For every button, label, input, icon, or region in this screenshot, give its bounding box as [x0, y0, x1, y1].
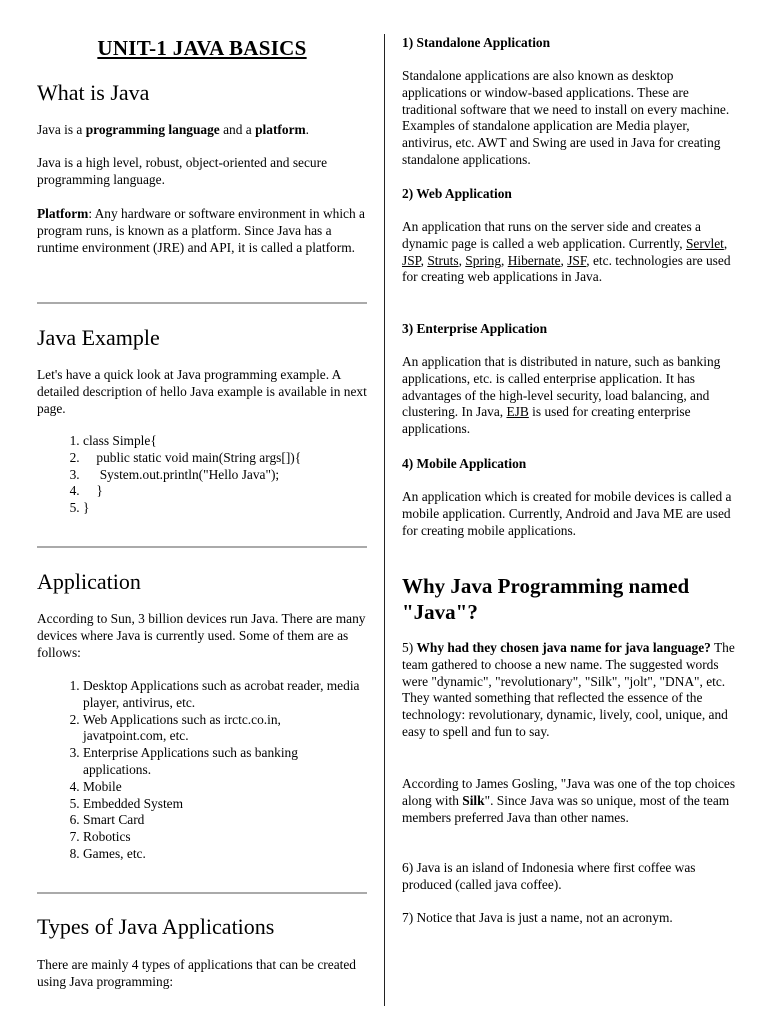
list-item: 7. Robotics — [83, 829, 367, 846]
link-servlet[interactable]: Servlet — [685, 235, 724, 251]
link-jsp[interactable]: JSP — [402, 252, 421, 268]
why-p7: 7) Notice that Java is just a name, not an acronym. — [402, 910, 673, 925]
list-item: 1. Desktop Applications such as acrobat reader, media player, antivirus, etc. — [83, 678, 367, 712]
code-line: 1. class Simple{ — [83, 433, 367, 450]
web-p: An application that runs on the server side and creates a dynamic page is called a web application. Currently, Servlet, JSP, Struts, Spring, Hibernate, JSF, etc. technologies are used for creating web applications in Java. — [402, 219, 731, 285]
link-hibernate[interactable]: Hibernate — [507, 252, 561, 268]
list-item: 3. Enterprise Applications such as banking applications. — [83, 745, 367, 779]
heading-enterprise-application: 3) Enterprise Application — [402, 321, 548, 336]
what-is-java-p1: Java is a programming language and a platform. — [37, 122, 310, 137]
application-p1: According to Sun, 3 billion devices run Java. There are many devices where Java is currently used. Some of them are as follows: — [37, 611, 366, 660]
link-ejb[interactable]: EJB — [506, 404, 529, 420]
why-p-gosling: According to James Gosling, "Java was one of the top choices along with Silk". Since Java was so unique, most of the team members preferred Java than other names. — [402, 776, 736, 825]
what-is-java-p3: Platform: Any hardware or software environment in which a program runs, is known as a platform. Since Java has a runtime environment (JRE) and API, it is called a platform. — [37, 206, 365, 255]
list-item: 5. Embedded System — [83, 796, 367, 813]
heading-standalone-application: 1) Standalone Application — [402, 35, 551, 50]
what-is-java-p2: Java is a high level, robust, object-oriented and secure programming language. — [37, 155, 328, 187]
link-spring[interactable]: Spring — [465, 252, 502, 268]
code-line: 3. System.out.println("Hello Java"); — [83, 467, 367, 484]
heading-application: Application — [37, 569, 141, 594]
why-p6: 6) Java is an island of Indonesia where first coffee was produced (called java coffee). — [402, 860, 696, 892]
column-divider — [384, 34, 385, 1006]
types-p1: There are mainly 4 types of applications that can be created using Java programming: — [37, 957, 357, 989]
link-struts[interactable]: Struts — [427, 252, 459, 268]
code-line: 4. } — [83, 483, 367, 500]
application-list — [37, 678, 367, 863]
mobile-p: An application which is created for mobile devices is called a mobile application. Currently, Android and Java ME are used for creating mobile applications. — [402, 489, 732, 538]
section-divider — [37, 892, 367, 894]
code-line: 2. public static void main(String args[]){ — [83, 450, 367, 467]
heading-web-application: 2) Web Application — [402, 186, 512, 201]
page-title: UNIT-1 JAVA BASICS — [97, 36, 307, 60]
section-divider — [37, 302, 367, 304]
heading-what-is-java: What is Java — [37, 80, 150, 105]
list-item: 6. Smart Card — [83, 812, 367, 829]
heading-java-example: Java Example — [37, 325, 160, 350]
standalone-p: Standalone applications are also known as desktop applications or window-based applications. These are traditional software that we need to install on every machine. Examples of standalone application are Media player, antivirus, etc. AWT and Swing are used in Java for creating standalone applications. — [402, 68, 730, 167]
java-example-p1: Let's have a quick look at Java programming example. A detailed description of hello Java example is available in next page. — [37, 367, 367, 416]
heading-mobile-application: 4) Mobile Application — [402, 456, 527, 471]
enterprise-p: An application that is distributed in nature, such as banking applications, etc. is called enterprise application. It has advantages of the high-level security, load balancing, and clustering. In Java, EJB is used for creating enterprise applications. — [402, 354, 721, 437]
why-p5: 5) Why had they chosen java name for java language? The team gathered to choose a new name. The suggested words were "dynamic", "revolutionary", "Silk", "jolt", "DNA", etc. They wanted something that reflected the essence of the technology: revolutionary, dynamic, lively, cool, unique, and easy to spell and fun to say. — [402, 640, 735, 739]
list-item: 4. Mobile — [83, 779, 367, 796]
list-item: 2. Web Applications such as irctc.co.in, javatpoint.com, etc. — [83, 712, 367, 746]
section-divider — [37, 546, 367, 548]
code-listing — [37, 433, 367, 517]
heading-why-java-named: Why Java Programming named "Java"? — [402, 574, 690, 624]
heading-types-of-java-applications: Types of Java Applications — [37, 914, 275, 939]
list-item: 8. Games, etc. — [83, 846, 367, 863]
code-line: 5. } — [83, 500, 367, 517]
link-jsf[interactable]: JSF — [567, 252, 587, 268]
